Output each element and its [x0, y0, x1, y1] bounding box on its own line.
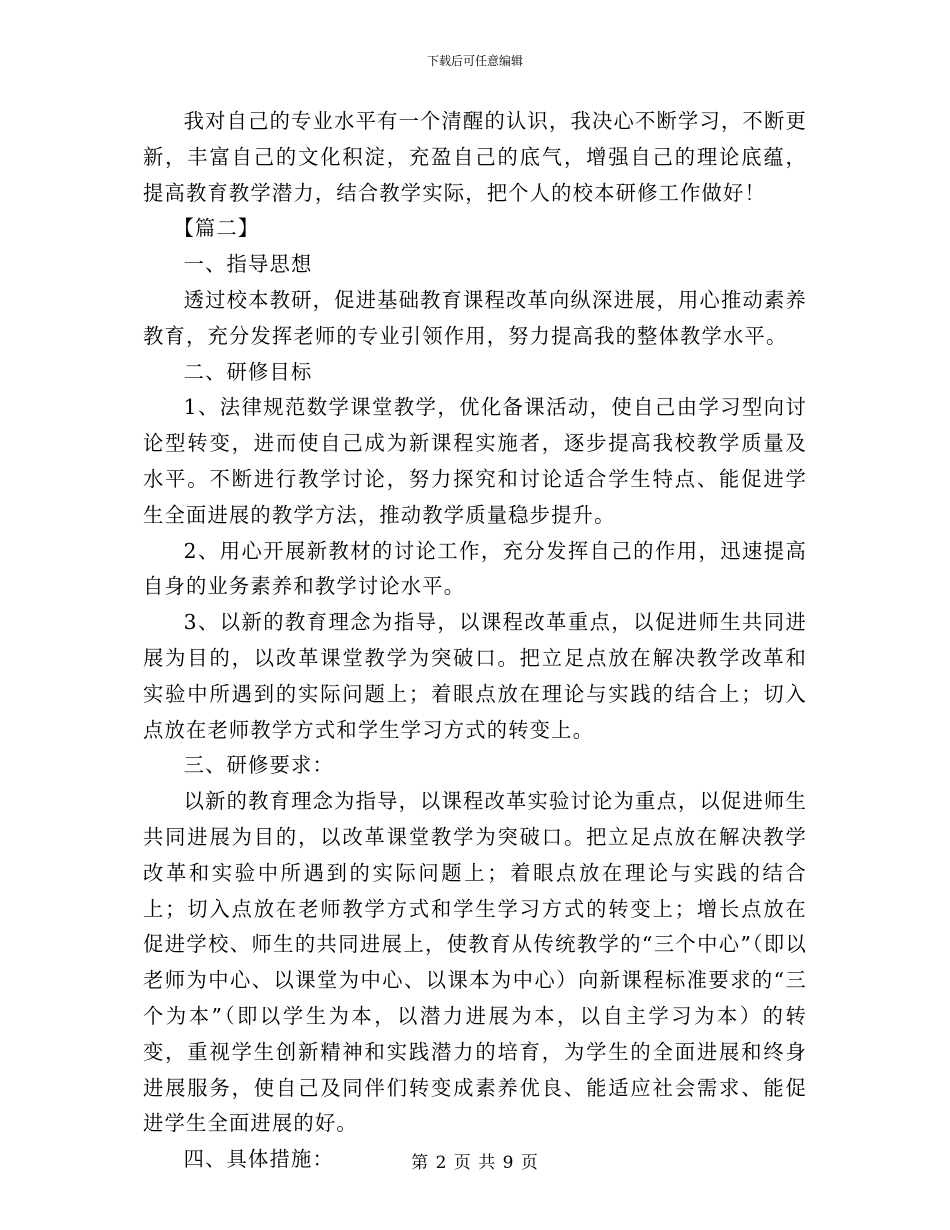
section-title-part-two: 【篇二】 [173, 216, 260, 241]
page-number: 第 2 页 共 9 页 [411, 1153, 539, 1173]
paragraph-goal-3: 3、以新的教育理念为指导，以课程改革重点，以促进师生共同进展为目的，以改革课堂教学为突破口。把立足点放在解决教学改革和实验中所遇到的实际问题上；着眼点放在理论与实践的结合上；切入点放在老师教学方式和学生学习方式的转变上。 [143, 610, 807, 742]
paragraph-goal-2: 2、用心开展新教材的讨论工作，充分发挥自己的作用，迅速提高自身的业务素养和教学讨论水平。 [143, 538, 807, 599]
paragraph-training-requirements: 以新的教育理念为指导，以课程改革实验讨论为重点，以促进师生共同进展为目的，以改革课堂教学为突破口。把立足点放在解决教学改革和实验中所遇到的实际问题上；着眼点放在理论与实践的结合上；切入点放在老师教学方式和学生学习方式的转变上；增长点放在促进学校、师生的共同进展上，使教育从传统教学的“三个中心”（即以老师为中心、以课堂为中心、以课本为中心）向新课程标准要求的“三个为本”（即以学生为本，以潜力进展为本，以自主学习为本）的转变，重视学生创新精神和实践潜力的培育，为学生的全面进展和终身进展服务，使自己及同伴们转变成素养优良、能适应社会需求、能促进学生全面进展的好。 [143, 789, 807, 1136]
heading-specific-measures: 四、具体措施： [183, 1147, 334, 1172]
heading-guiding-ideology: 一、指导思想 [183, 252, 313, 277]
heading-training-goals: 二、研修目标 [183, 359, 313, 384]
document-body [143, 104, 807, 1178]
paragraph-goal-1: 1、法律规范数学课堂教学，优化备课活动，使自己由学习型向讨论型转变，进而使自己成为新课程实施者，逐步提高我校教学质量及水平。不断进行教学讨论，努力探究和讨论适合学生特点、能促进学生全面进展的教学方法，推动教学质量稳步提升。 [143, 395, 807, 527]
paragraph-closing-statement: 我对自己的专业水平有一个清醒的认识，我决心不断学习，不断更新，丰富自己的文化积淀，充盈自己的底气，增强自己的理论底蕴，提高教育教学潜力，结合教学实际，把个人的校本研修工作做好！ [143, 109, 807, 205]
paragraph-guiding-ideology: 透过校本教研，促进基础教育课程改革向纵深进展，用心推动素养教育，充分发挥老师的专业引领作用，努力提高我的整体教学水平。 [143, 287, 807, 348]
page-header-note: 下载后可任意编辑 [426, 54, 523, 68]
heading-training-requirements: 三、研修要求： [183, 753, 334, 778]
